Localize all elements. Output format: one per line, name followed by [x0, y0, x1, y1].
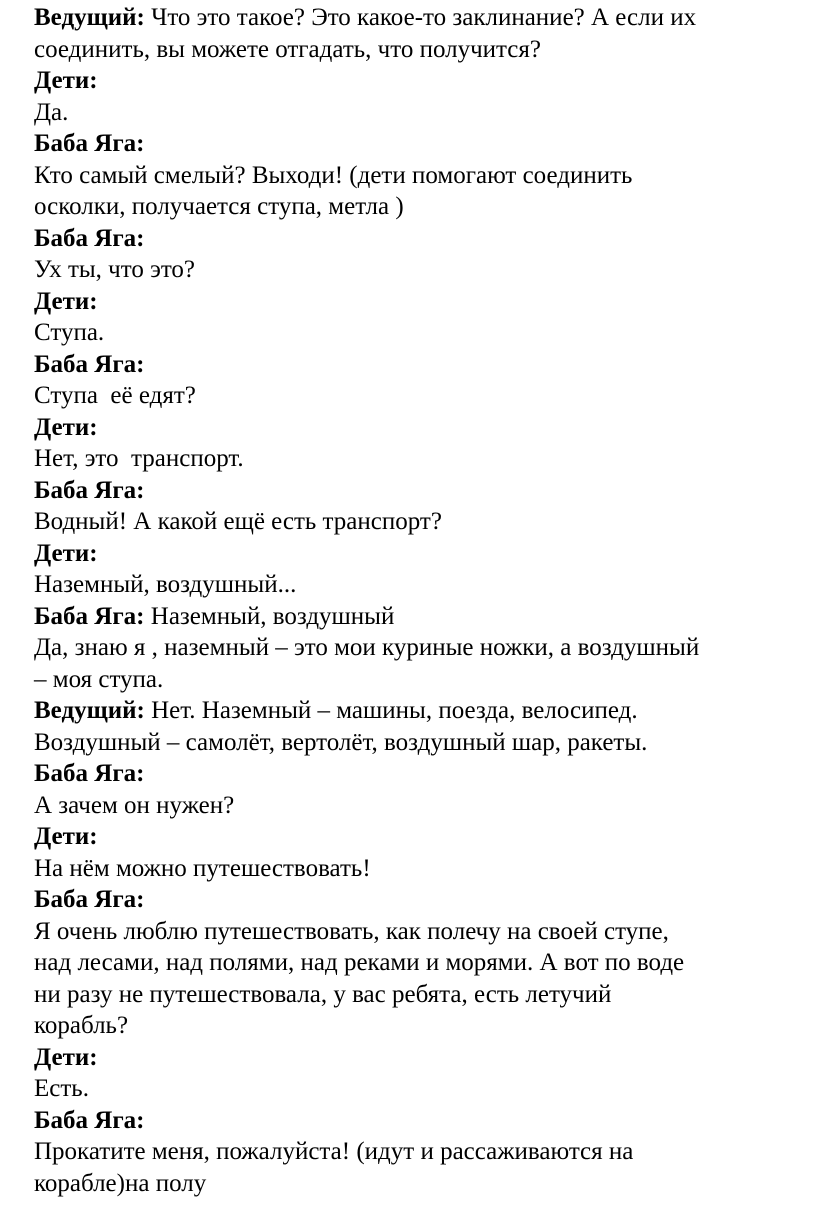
script-line	[34, 695, 782, 727]
script-line	[34, 2, 782, 34]
line-text: Я очень люблю путешествовать, как полечу на своей ступе,	[34, 917, 669, 945]
script-line	[34, 380, 782, 412]
line-text: корабль?	[34, 1012, 129, 1039]
line-text: Воздушный – самолёт, вертолёт, воздушный шар, ракеты.	[34, 728, 648, 756]
script-line	[34, 286, 782, 318]
script-line	[34, 506, 782, 538]
script-line	[34, 254, 782, 286]
script-line	[34, 1010, 782, 1042]
script-line	[34, 601, 782, 633]
line-text: Прокатите меня, пожалуйста! (идут и рассаживаются на	[34, 1138, 634, 1165]
script-line	[34, 538, 782, 570]
script-line	[34, 853, 782, 885]
speaker-label: Дети:	[34, 67, 98, 94]
line-text: ни разу не путешествовала, у вас ребята, есть летучий	[34, 980, 612, 1008]
speaker-label: Ведущий:	[34, 4, 145, 31]
speaker-label: Баба Яга:	[34, 350, 145, 378]
script-line	[34, 412, 782, 444]
line-text: На нём можно путешествовать!	[34, 854, 371, 882]
script-line	[34, 223, 782, 255]
speaker-label: Дети:	[34, 1043, 98, 1071]
speaker-label: Ведущий:	[34, 697, 145, 724]
line-text: Что это такое? Это какое-то заклинание? А если их	[144, 4, 697, 31]
speaker-label: Баба Яга:	[34, 476, 145, 504]
speaker-label: Баба Яга:	[34, 1106, 145, 1134]
line-text: Ступа.	[34, 319, 105, 346]
script-line	[34, 632, 782, 664]
speaker-label: Баба Яга:	[34, 130, 145, 157]
script-line	[34, 569, 782, 601]
script-line	[34, 1105, 782, 1137]
script-line	[34, 821, 782, 853]
line-text: Да, знаю я , наземный – это мои куриные ножки, а воздушный	[34, 634, 700, 661]
line-text: А зачем он нужен?	[34, 791, 235, 819]
script-line	[34, 317, 782, 349]
line-text: Ступа её едят?	[34, 382, 196, 409]
line-text: Кто самый смелый? Выходи! (дети помогают соединить	[34, 161, 633, 189]
script-line	[34, 1136, 782, 1168]
script-line	[34, 947, 782, 979]
speaker-label: Баба Яга:	[34, 602, 145, 630]
line-text: Есть.	[34, 1075, 89, 1102]
script-line	[34, 790, 782, 822]
speaker-label: Баба Яга:	[34, 886, 145, 913]
script-line	[34, 97, 782, 129]
line-text: соединить, вы можете отгадать, что получится?	[34, 35, 541, 63]
script-line	[34, 1042, 782, 1074]
script-line	[34, 65, 782, 97]
script-line	[34, 664, 782, 696]
script-line	[34, 979, 782, 1011]
script-line	[34, 34, 782, 66]
line-text: Ух ты, что это?	[34, 256, 196, 283]
line-text: Да.	[34, 98, 69, 126]
speaker-label: Дети:	[34, 823, 98, 850]
script-line	[34, 475, 782, 507]
script-line	[34, 191, 782, 223]
speaker-label: Дети:	[34, 413, 98, 441]
script-line	[34, 1168, 782, 1200]
line-text: Наземный, воздушный	[144, 602, 395, 630]
line-text: Водный! А какой ещё есть транспорт?	[34, 508, 442, 535]
line-text: осколки, получается ступа, метла )	[34, 193, 404, 220]
line-text: над лесами, над полями, над реками и морями. А вот по воде	[34, 949, 685, 976]
script-line	[34, 443, 782, 475]
script-line	[34, 884, 782, 916]
script-line	[34, 916, 782, 948]
script-line	[34, 1073, 782, 1105]
script-line	[34, 727, 782, 759]
speaker-label: Дети:	[34, 287, 98, 315]
speaker-label: Баба Яга:	[34, 760, 145, 787]
line-text: Наземный, воздушный...	[34, 571, 297, 598]
document-page	[0, 2, 816, 1224]
speaker-label: Баба Яга:	[34, 224, 145, 252]
script-text-body	[34, 2, 782, 1199]
line-text: – моя ступа.	[34, 665, 164, 693]
line-text: Нет. Наземный – машины, поезда, велосипед.	[144, 697, 638, 724]
line-text: корабле)на полу	[34, 1169, 207, 1197]
line-text: Нет, это транспорт.	[34, 445, 244, 472]
script-line	[34, 349, 782, 381]
script-line	[34, 160, 782, 192]
script-line	[34, 128, 782, 160]
script-line	[34, 758, 782, 790]
speaker-label: Дети:	[34, 539, 98, 567]
